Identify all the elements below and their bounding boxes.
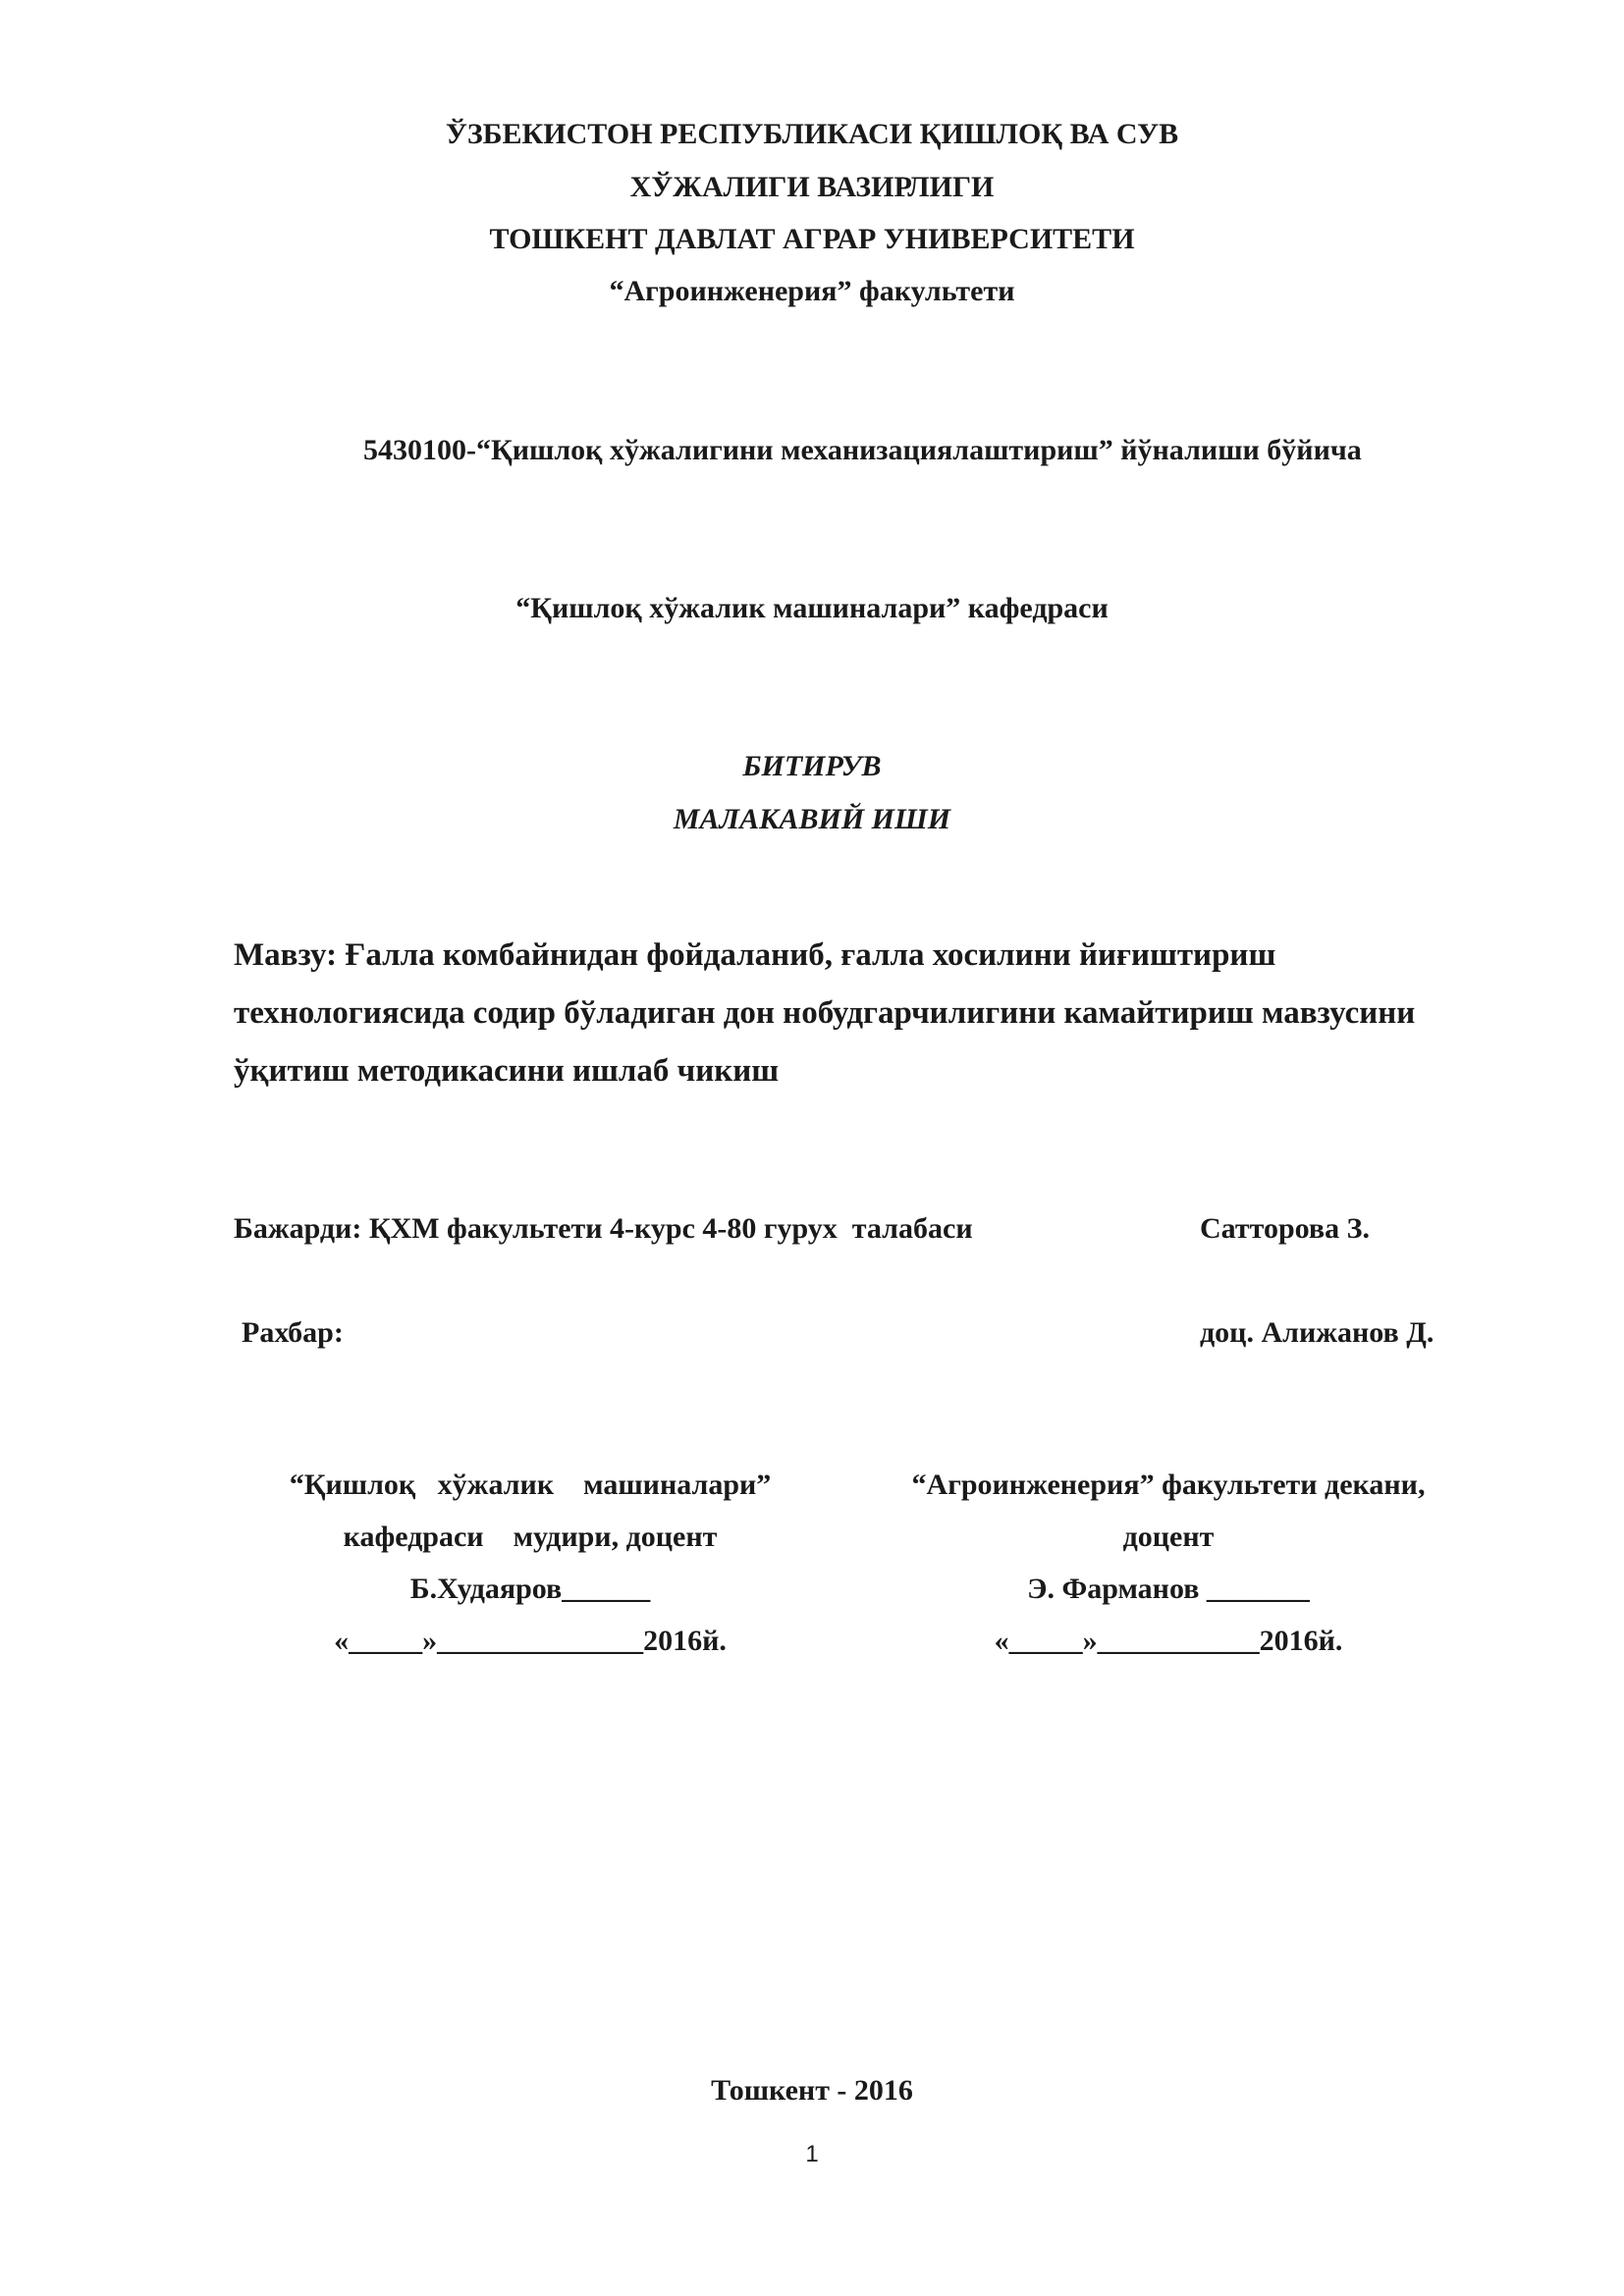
approval-left-line-4: «_____»______________2016й. [334,1625,727,1657]
department-line: “Қишлоқ хўжалик машиналари” кафедраси [515,592,1109,624]
city-year: Тошкент - 2016 [711,2074,913,2107]
ministry-line-1: ЎЗБЕКИСТОН РЕСПУБЛИКАСИ ҚИШЛОҚ ВА СУВ [445,118,1179,150]
approval-dean [864,1470,1473,1667]
approval-right-line-2: доцент [1122,1521,1215,1553]
approval-left-line-1: “Қишлоқ хўжалик машиналари” [289,1468,772,1501]
approval-right-line-3: Э. Фарманов _______ [1027,1573,1310,1605]
approval-right-line-4: «_____»___________2016й. [994,1625,1343,1657]
approval-left-line-3: Б.Худаяров______ [409,1573,651,1605]
ministry-line-2: ХЎЖАЛИГИ ВАЗИРЛИГИ [629,171,995,203]
direction-line: 5430100-“Қишлоқ хўжалигини механизациялаштириш” йўналиши бўйича [363,434,1362,466]
approval-head-of-department [236,1470,825,1667]
topic-line-1: Мавзу: Ғалла комбайнидан фойдаланиб, ғалла хосилини йиғиштириш [234,937,1276,973]
performer-name: Сатторова З. [1200,1212,1370,1245]
faculty-name: “Агроинженерия” факультети [609,275,1015,307]
university-name: ТОШКЕНТ ДАВЛАТ АГРАР УНИВЕРСИТЕТИ [489,223,1135,255]
topic-block [234,927,1471,1100]
topic-line-3: ўқитиш методикасини ишлаб чикиш [234,1053,780,1089]
work-type-line-1: БИТИРУВ [742,750,882,782]
topic-line-2: технологиясида содир бўладиган дон нобудгарчилигини камайтириш мавзусини [234,995,1416,1031]
approval-right-line-1: “Агроинженерия” факультети декани, [911,1468,1426,1501]
work-type-line-2: МАЛАКАВИЙ ИШИ [673,803,951,835]
page-number: 1 [805,2141,819,2167]
approval-left-line-2: кафедраси мудири, доцент [343,1521,718,1553]
supervisor-name: доц. Алижанов Д. [1200,1316,1435,1349]
supervisor-label: Рахбар: [242,1316,344,1349]
performer-label: Бажарди: ҚХМ факультети 4-курс 4-80 гурух талабаси [234,1212,973,1245]
